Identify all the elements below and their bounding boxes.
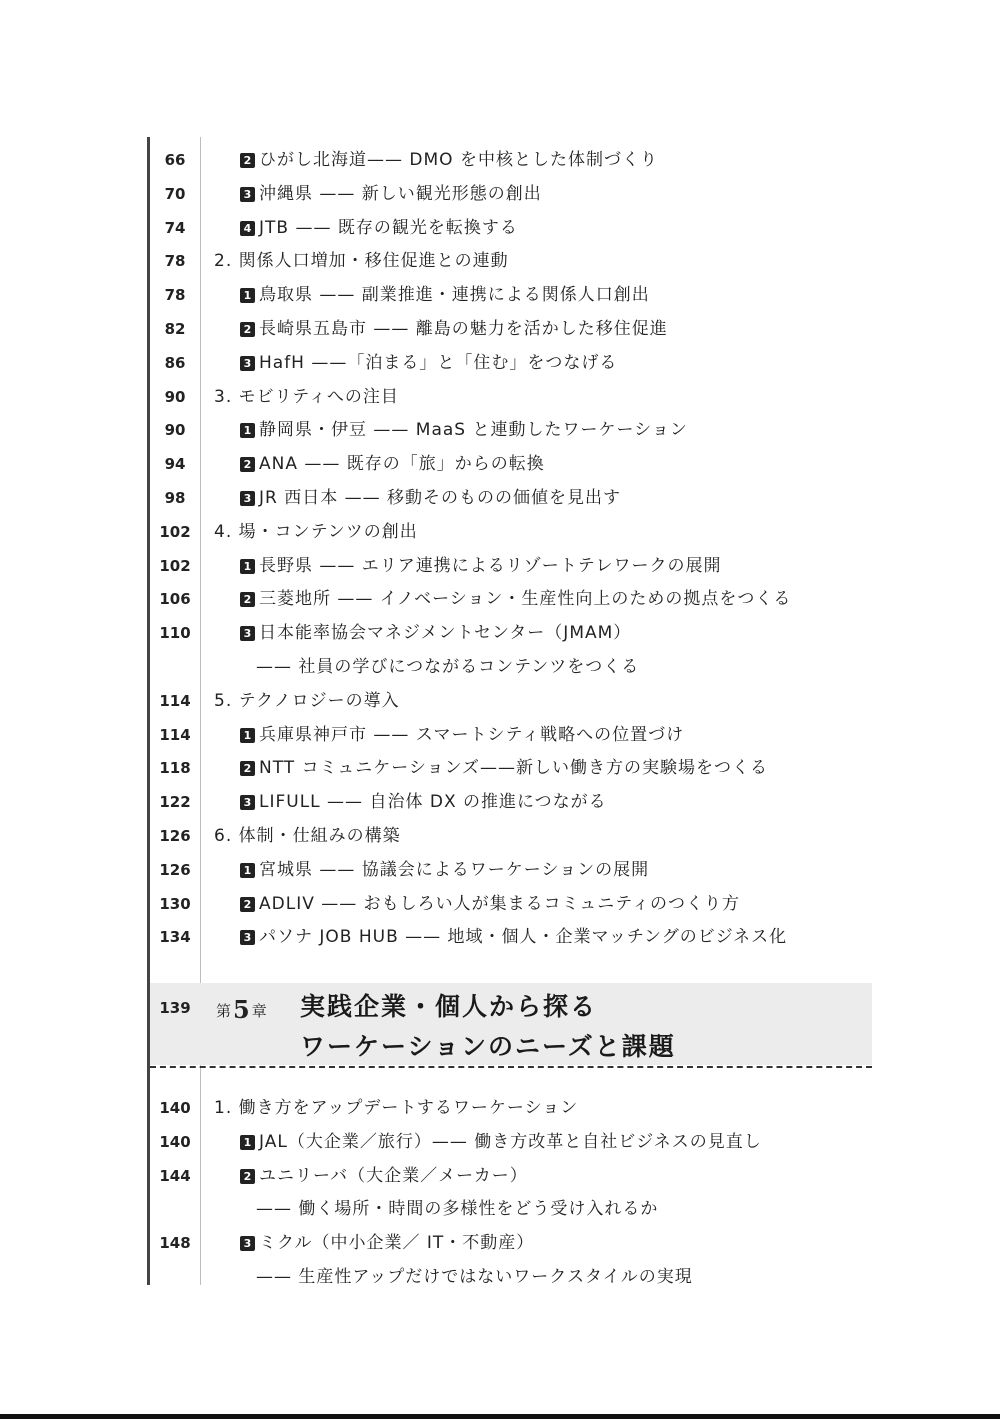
toc-entry-text: —— 働く場所・時間の多様性をどう受け入れるか (256, 1199, 659, 1220)
toc-item-title (240, 482, 872, 516)
toc-entry-text: ユニリーバ（大企業／メーカー） (259, 1165, 528, 1186)
toc-entry (150, 685, 872, 719)
toc-item-title (256, 651, 872, 685)
chapter-number: 5 (233, 995, 250, 1024)
item-number-badge: 3 (240, 1236, 255, 1251)
item-number-badge: 1 (240, 423, 255, 438)
toc-page-number: 144 (159, 1166, 191, 1185)
toc-item-title (240, 313, 872, 347)
toc-entry (150, 178, 872, 212)
toc-item-title (240, 347, 872, 381)
toc-item-title (240, 752, 872, 786)
toc-entry (150, 212, 872, 246)
toc-entry-text: 長崎県五島市 —— 離島の魅力を活かした移住促進 (259, 318, 668, 339)
item-number-badge: 1 (240, 863, 255, 878)
toc-page-number: 78 (164, 286, 186, 305)
toc-entry-text: NTT コミュニケーションズ——新しい働き方の実験場をつくる (259, 758, 769, 779)
toc-entry (150, 550, 872, 584)
toc-entry-text: 1. 働き方をアップデートするワーケーション (214, 1098, 579, 1118)
toc-page-number: 90 (164, 421, 186, 440)
toc-item-title (240, 617, 872, 651)
toc-entry (150, 347, 872, 381)
toc-item-title (256, 1193, 872, 1227)
toc-page-number: 148 (159, 1234, 191, 1253)
chapter-prefix: 第 (216, 1002, 232, 1020)
toc-page-number: 126 (159, 860, 191, 879)
toc-page-number: 118 (159, 759, 191, 778)
item-number-badge: 2 (240, 1169, 255, 1184)
chapter-divider (150, 1066, 872, 1068)
toc-entry-text: 三菱地所 —— イノベーション・生産性向上のための拠点をつくる (259, 589, 792, 610)
toc-entry-text: 6. 体制・仕組みの構築 (214, 825, 401, 846)
chapter-suffix: 章 (251, 1002, 267, 1020)
item-number-badge: 2 (240, 153, 255, 168)
toc-item-title (240, 178, 872, 212)
item-number-badge: 3 (240, 356, 255, 371)
item-number-badge: 3 (240, 795, 255, 810)
toc-item-title (240, 144, 872, 178)
item-number-badge: 2 (240, 897, 255, 912)
toc-entry-text: JTB —— 既存の観光を転換する (259, 217, 518, 238)
toc-entry-text: HafH ——「泊まる」と「住む」をつなげる (259, 352, 618, 373)
toc-list-part1 (150, 144, 872, 955)
toc-item-title (240, 719, 872, 753)
toc-page-number: 102 (159, 522, 191, 541)
toc-entry (150, 482, 872, 516)
chapter-label (216, 993, 267, 1028)
toc-page-number: 66 (164, 151, 186, 169)
toc-entry-text: ミクル（中小企業／ IT・不動産） (259, 1233, 535, 1254)
chapter-title (300, 987, 676, 1067)
toc-entry-text: JR 西日本 —— 移動そのものの価値を見出す (259, 487, 622, 508)
toc-entry-text: —— 社員の学びにつながるコンテンツをつくる (256, 656, 640, 677)
toc-page-number: 122 (159, 793, 191, 812)
toc-page-number: 106 (159, 590, 191, 609)
toc-entry-text: 静岡県・伊豆 —— MaaS と連動したワーケーション (259, 420, 688, 441)
toc-page-number: 90 (164, 387, 186, 406)
toc-entry-text: 日本能率協会マネジメントセンター（JMAM） (259, 623, 632, 644)
toc-entry-text: ひがし北海道—— DMO を中核とした体制づくり (259, 150, 658, 170)
toc-entry-text: 宮城県 —— 協議会によるワーケーションの展開 (259, 859, 650, 880)
toc-entry-text: ANA —— 既存の「旅」からの転換 (259, 454, 545, 475)
chapter-heading (150, 983, 872, 1065)
toc-entry (150, 245, 872, 279)
toc-page-number: 140 (159, 1132, 191, 1151)
toc-entry-text: —— 生産性アップだけではないワークスタイルの実現 (256, 1266, 693, 1287)
item-number-badge: 1 (240, 728, 255, 743)
toc-item-title (240, 921, 872, 955)
toc-entry (150, 381, 872, 415)
toc-entry (150, 617, 872, 651)
toc-item-title (240, 888, 872, 922)
toc-section-title (214, 685, 872, 719)
toc-item-title (240, 1126, 872, 1160)
toc-entry (150, 1261, 872, 1295)
toc-item-title (256, 1261, 872, 1295)
chapter-title-line1: 実践企業・個人から探る (300, 992, 598, 1021)
toc-item-title (240, 448, 872, 482)
toc-item-title (240, 212, 872, 246)
toc-entry (150, 414, 872, 448)
toc-entry (150, 921, 872, 955)
toc-entry (150, 279, 872, 313)
toc-item-title (240, 1160, 872, 1194)
toc-section-title (214, 516, 872, 550)
toc-entry (150, 1092, 872, 1126)
toc-item-title (240, 279, 872, 313)
toc-entry (150, 820, 872, 854)
toc-page-number: 86 (164, 353, 186, 372)
toc-page-number: 130 (159, 894, 191, 913)
toc-page-number: 82 (164, 319, 186, 338)
toc-section-title (214, 820, 872, 854)
toc-entry (150, 888, 872, 922)
toc-item-title (240, 583, 872, 617)
toc-entry (150, 583, 872, 617)
item-number-badge: 2 (240, 592, 255, 607)
item-number-badge: 3 (240, 187, 255, 202)
item-number-badge: 2 (240, 322, 255, 337)
toc-entry-text: 沖縄県 —— 新しい観光形態の創出 (259, 183, 542, 204)
toc-item-title (240, 786, 872, 820)
toc-page-number: 114 (159, 725, 191, 744)
toc-list-part2 (150, 1092, 872, 1295)
toc-item-title (240, 1227, 872, 1261)
bottom-edge-rule (0, 1414, 1000, 1419)
toc-page-number: 140 (159, 1099, 191, 1117)
toc-item-title (240, 550, 872, 584)
toc-section-title (214, 245, 872, 279)
toc-page-number: 110 (159, 624, 191, 643)
toc-item-title (240, 414, 872, 448)
toc-entry-text: JAL（大企業／旅行）—— 働き方改革と自社ビジネスの見直し (259, 1131, 762, 1152)
item-number-badge: 3 (240, 491, 255, 506)
toc-entry-text: 兵庫県神戸市 —— スマートシティ戦略への位置づけ (259, 724, 685, 745)
toc-entry (150, 448, 872, 482)
toc-entry-text: 2. 関係人口増加・移住促進との連動 (214, 251, 509, 272)
item-number-badge: 2 (240, 457, 255, 472)
toc-entry (150, 516, 872, 550)
toc-item-title (240, 854, 872, 888)
toc-entry (150, 786, 872, 820)
toc-page-number: 74 (164, 218, 186, 237)
toc-page-number: 134 (159, 928, 191, 947)
toc-entry (150, 719, 872, 753)
toc-page-number: 126 (159, 826, 191, 845)
item-number-badge: 1 (240, 559, 255, 574)
toc-page-number: 78 (164, 252, 186, 271)
toc-entry (150, 651, 872, 685)
toc-entry (150, 854, 872, 888)
chapter-page-number: 139 (159, 999, 191, 1017)
toc-page-number: 70 (164, 184, 186, 203)
toc-entry-text: 3. モビリティへの注目 (214, 386, 399, 407)
toc-entry (150, 1227, 872, 1261)
toc-entry (150, 1193, 872, 1227)
toc-entry (150, 752, 872, 786)
item-number-badge: 3 (240, 626, 255, 641)
item-number-badge: 1 (240, 288, 255, 303)
toc-entry-text: 5. テクノロジーの導入 (214, 690, 400, 711)
toc-entry-text: 4. 場・コンテンツの創出 (214, 521, 418, 542)
toc-page-number: 114 (159, 691, 191, 710)
toc-entry (150, 313, 872, 347)
toc-page-number: 94 (164, 455, 186, 474)
toc-entry-text: ADLIV —— おもしろい人が集まるコミュニティのつくり方 (259, 893, 740, 914)
item-number-badge: 3 (240, 930, 255, 945)
toc-entry-text: LIFULL —— 自治体 DX の推進につながる (259, 792, 607, 813)
toc-entry-text: 鳥取県 —— 副業推進・連携による関係人口創出 (259, 285, 650, 306)
chapter-title-line2: ワーケーションのニーズと課題 (300, 1032, 676, 1061)
toc-page-number: 98 (164, 488, 186, 507)
toc-page-number: 102 (159, 556, 191, 575)
item-number-badge: 2 (240, 761, 255, 776)
toc-entry (150, 1126, 872, 1160)
toc-entry (150, 1160, 872, 1194)
toc-entry-text: パソナ JOB HUB —— 地域・個人・企業マッチングのビジネス化 (259, 927, 788, 948)
item-number-badge: 4 (240, 221, 255, 236)
toc-section-title (214, 381, 872, 415)
toc-section-title (214, 1092, 872, 1126)
toc-entry-text: 長野県 —— エリア連携によるリゾートテレワークの展開 (259, 555, 722, 576)
toc-entry (150, 144, 872, 178)
item-number-badge: 1 (240, 1135, 255, 1150)
